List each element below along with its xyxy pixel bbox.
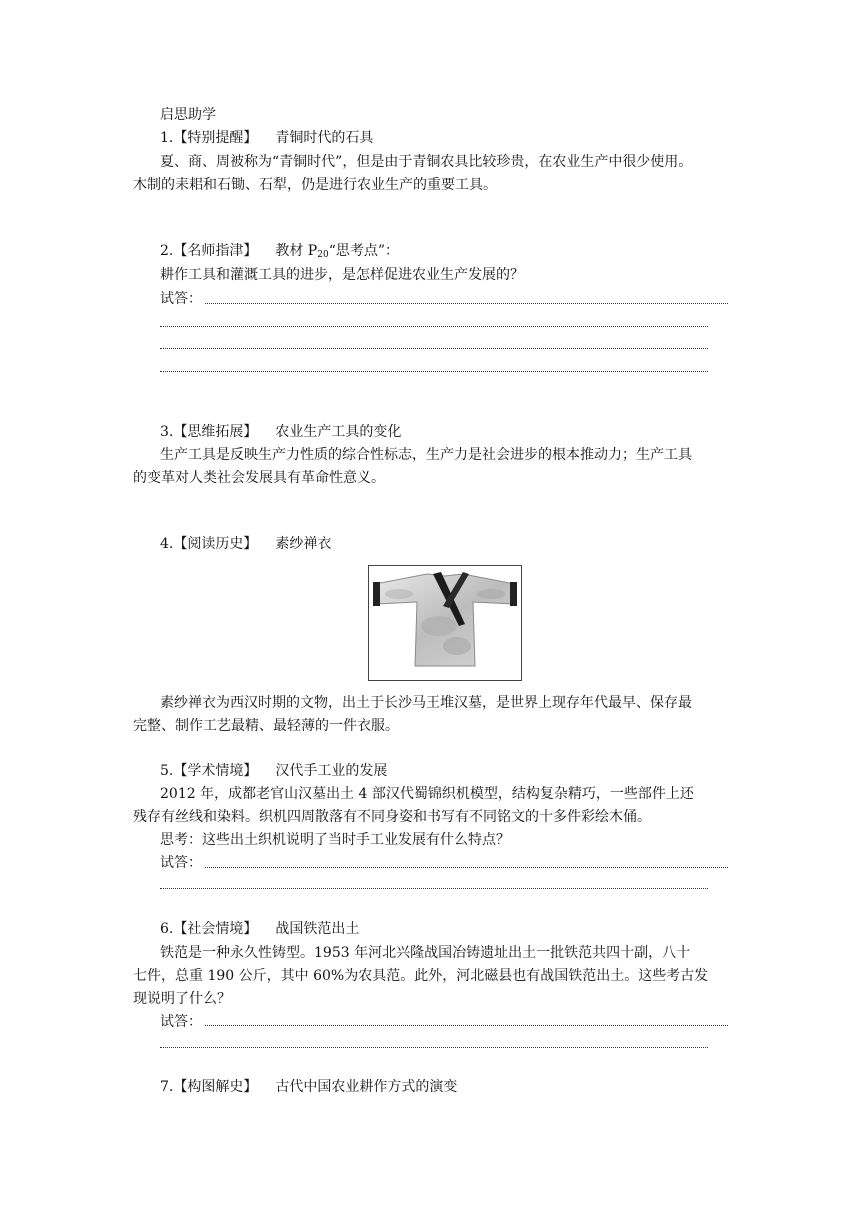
item-5-text-line: 残存有丝线和染料。织机四周散落有不同身姿和书写有不同铭文的十多件彩绘木俑。 — [133, 809, 651, 825]
item-4-text-line: 素纱禅衣为西汉时期的文物，出土于长沙马王堆汉墓，是世界上现存年代最早、保存最 — [160, 695, 692, 711]
item-5-header — [160, 760, 387, 782]
item-1-title: 青铜时代的石具 — [275, 130, 374, 146]
item-1-text-line: 木制的耒耜和石锄、石犁，仍是进行农业生产的重要工具。 — [133, 177, 497, 193]
item-4-text-line: 完整、制作工艺最精、最轻薄的一件衣服。 — [133, 718, 399, 734]
item-3-label: 3.【思维拓展】 — [160, 424, 258, 440]
item-6-text-line: 七件，总重 190 公斤，其中 60%为农具范。此外，河北磁县也有战国铁范出土。这些考古发 — [133, 968, 709, 984]
item-2-question: 耕作工具和灌溉工具的进步，是怎样促进农业生产发展的？ — [160, 267, 524, 283]
item-2-answer-label: 试答： — [160, 291, 202, 307]
item-2-title: 教材 $P_{20}“$思考点”： — [275, 243, 400, 260]
item-2-label: 2.【名师指津】 — [160, 243, 258, 259]
answer-line[interactable] — [205, 867, 728, 868]
robe-image — [368, 565, 522, 681]
answer-line[interactable] — [205, 1025, 728, 1026]
answer-line[interactable] — [160, 326, 708, 327]
item-4-title: 素纱禅衣 — [275, 536, 332, 552]
item-5-question: 思考：这些出土织机说明了当时手工业发展有什么特点？ — [160, 832, 510, 848]
item-1-header — [160, 127, 373, 149]
answer-line[interactable] — [205, 303, 728, 304]
answer-line[interactable] — [160, 888, 708, 889]
item-1-label: 1.【特别提醒】 — [160, 130, 258, 146]
item-3-text-line: 的变革对人类社会发展具有革命性意义。 — [133, 470, 385, 486]
item-6-answer-label: 试答： — [160, 1014, 202, 1030]
section-heading: 启思助学 — [160, 107, 216, 123]
item-1-text-line: 夏、商、周被称为“青铜时代”，但是由于青铜农具比较珍贵，在农业生产中很少使用。 — [160, 154, 693, 170]
answer-line[interactable] — [160, 1047, 708, 1048]
answer-line[interactable] — [160, 371, 708, 372]
item-4-label: 4.【阅读历史】 — [160, 536, 258, 552]
item-5-title: 汉代手工业的发展 — [275, 763, 388, 779]
item-2-header — [160, 240, 399, 266]
item-7-header — [160, 1076, 457, 1098]
item-3-header — [160, 421, 401, 443]
item-6-text-line: 铁范是一种永久性铸型。1953 年河北兴隆战国冶铸遗址出土一批铁范共四十副，八十 — [160, 945, 691, 961]
silk-robe-illustration — [369, 566, 521, 680]
item-7-label: 7.【构图解史】 — [160, 1079, 258, 1095]
item-7-title: 古代中国农业耕作方式的演变 — [275, 1079, 458, 1095]
answer-line[interactable] — [160, 348, 708, 349]
item-6-header — [160, 918, 359, 940]
item-3-text-line: 生产工具是反映生产力性质的综合性标志，生产力是社会进步的根本推动力；生产工具 — [160, 447, 692, 463]
item-6-text-line: 现说明了什么？ — [133, 991, 231, 1007]
item-5-answer-label: 试答： — [160, 855, 202, 871]
item-5-label: 5.【学术情境】 — [160, 763, 258, 779]
item-5-text-line: 2012 年，成都老官山汉墓出土 4 部汉代蜀锦织机模型，结构复杂精巧，一些部件上还 — [160, 786, 694, 802]
item-3-title: 农业生产工具的变化 — [275, 424, 402, 440]
item-6-label: 6.【社会情境】 — [160, 921, 258, 937]
item-6-title: 战国铁范出土 — [275, 921, 360, 937]
item-4-header — [160, 533, 331, 555]
